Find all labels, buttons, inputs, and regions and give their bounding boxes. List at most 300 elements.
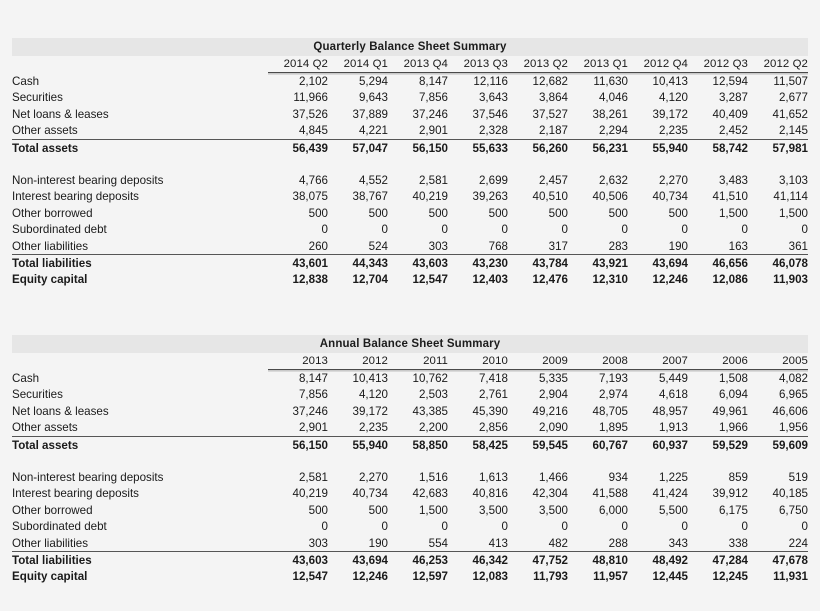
quarterly-cell: 4,845 (298, 124, 328, 138)
annual-cell: 43,385 (412, 404, 448, 418)
annual-row-label: Non-interest bearing deposits (12, 471, 164, 485)
quarterly-cell: 4,120 (658, 91, 688, 105)
quarterly-cell: 0 (621, 223, 628, 237)
annual-cell: 48,957 (652, 404, 688, 418)
quarterly-cell: 2,699 (478, 174, 508, 188)
annual-cell: 12,597 (412, 570, 448, 584)
annual-cell: 2,901 (298, 421, 328, 435)
quarterly-cell: 3,483 (718, 174, 748, 188)
quarterly-cell: 55,940 (628, 139, 688, 156)
annual-table-row (12, 486, 808, 502)
annual-row-label: Securities (12, 388, 63, 402)
quarterly-column-header-5: 2013 Q1 (568, 56, 628, 73)
quarterly-cell (688, 156, 748, 172)
annual-cell: 12,246 (352, 570, 388, 584)
quarterly-cell: 10,413 (652, 75, 688, 89)
annual-cell: 45,390 (472, 404, 508, 418)
quarterly-cell (628, 156, 688, 172)
annual-cell: 224 (788, 536, 808, 550)
annual-cell: 43,603 (268, 552, 328, 569)
annual-cell (628, 453, 688, 469)
quarterly-cell: 2,145 (778, 124, 808, 138)
quarterly-cell: 500 (668, 206, 688, 220)
quarterly-cell: 0 (501, 223, 508, 237)
quarterly-cell: 57,981 (748, 139, 808, 156)
annual-table-row (12, 519, 808, 535)
annual-row-label: Equity capital (12, 570, 88, 584)
annual-cell: 343 (668, 536, 688, 550)
annual-cell (688, 453, 748, 469)
quarterly-cell (508, 156, 568, 172)
quarterly-cell: 4,766 (298, 174, 328, 188)
quarterly-cell: 56,439 (268, 139, 328, 156)
quarterly-spacer-row (12, 156, 808, 172)
annual-column-header-5: 2008 (568, 353, 628, 370)
annual-cell: 934 (608, 471, 628, 485)
quarterly-cell: 2,328 (478, 124, 508, 138)
quarterly-row-label: Other borrowed (12, 206, 93, 220)
quarterly-cell: 38,767 (352, 190, 388, 204)
annual-cell: 1,895 (598, 421, 628, 435)
quarterly-cell (568, 156, 628, 172)
annual-row-label: Subordinated debt (12, 520, 107, 534)
quarterly-cell: 283 (608, 239, 628, 253)
annual-cell: 8,147 (298, 372, 328, 386)
quarterly-cell: 57,047 (328, 139, 388, 156)
quarterly-cell: 2,901 (418, 124, 448, 138)
quarterly-column-header-0: 2014 Q2 (268, 56, 328, 73)
quarterly-cell: 190 (668, 239, 688, 253)
annual-cell (508, 453, 568, 469)
quarterly-cell: 12,246 (652, 273, 688, 287)
quarterly-row-label: Net loans & leases (12, 107, 109, 121)
annual-column-header-3: 2010 (448, 353, 508, 370)
quarterly-total-row (12, 139, 808, 156)
annual-table-body (12, 370, 808, 585)
quarterly-table-row (12, 205, 808, 221)
annual-row-label: Net loans & leases (12, 404, 109, 418)
quarterly-cell: 41,510 (712, 190, 748, 204)
quarterly-cell: 37,546 (472, 107, 508, 121)
quarterly-table-header (12, 56, 808, 73)
quarterly-cell: 40,510 (532, 190, 568, 204)
annual-cell: 40,734 (352, 487, 388, 501)
annual-cell: 190 (368, 536, 388, 550)
annual-cell: 1,613 (478, 471, 508, 485)
annual-cell: 7,856 (298, 388, 328, 402)
quarterly-cell: 37,527 (532, 107, 568, 121)
quarterly-cell: 0 (801, 223, 808, 237)
annual-cell: 500 (368, 503, 388, 517)
annual-row-label: Total assets (12, 436, 268, 453)
annual-cell: 11,931 (773, 570, 808, 584)
annual-cell: 12,445 (652, 570, 688, 584)
annual-cell: 48,492 (628, 552, 688, 569)
annual-cell: 60,767 (568, 436, 628, 453)
quarterly-cell: 37,246 (412, 107, 448, 121)
annual-row-label: Cash (12, 371, 40, 385)
annual-cell: 59,609 (748, 436, 808, 453)
annual-cell: 6,965 (778, 388, 808, 402)
quarterly-cell (268, 156, 328, 172)
quarterly-cell: 12,704 (352, 273, 388, 287)
annual-cell: 1,966 (718, 421, 748, 435)
annual-cell: 11,957 (593, 570, 628, 584)
annual-cell: 40,185 (772, 487, 808, 501)
annual-table-row (12, 502, 808, 518)
annual-cell: 56,150 (268, 436, 328, 453)
annual-cell: 59,529 (688, 436, 748, 453)
quarterly-cell: 4,046 (598, 91, 628, 105)
quarterly-cell: 46,656 (688, 255, 748, 272)
annual-balance-sheet-table-block (12, 335, 808, 585)
quarterly-column-header-2: 2013 Q4 (388, 56, 448, 73)
annual-cell (268, 453, 328, 469)
annual-cell: 0 (621, 520, 628, 534)
quarterly-cell: 2,294 (598, 124, 628, 138)
annual-cell: 6,750 (778, 503, 808, 517)
annual-cell: 4,082 (778, 372, 808, 386)
annual-cell: 10,413 (352, 372, 388, 386)
quarterly-cell: 12,476 (532, 273, 568, 287)
quarterly-balance-sheet-table (12, 56, 808, 288)
quarterly-cell (448, 156, 508, 172)
quarterly-row-label: Total assets (12, 139, 268, 156)
annual-cell: 303 (308, 536, 328, 550)
annual-table-header (12, 353, 808, 370)
quarterly-cell: 500 (428, 206, 448, 220)
annual-cell: 48,705 (592, 404, 628, 418)
quarterly-cell: 3,643 (478, 91, 508, 105)
annual-table-row (12, 403, 808, 419)
annual-cell: 1,913 (658, 421, 688, 435)
annual-row-label (12, 453, 268, 469)
quarterly-summary-row (12, 272, 808, 288)
annual-cell: 2,974 (598, 388, 628, 402)
annual-table-row (12, 420, 808, 437)
annual-cell: 11,793 (533, 570, 568, 584)
annual-cell: 6,000 (598, 503, 628, 517)
quarterly-cell: 1,500 (778, 206, 808, 220)
annual-table-row (12, 469, 808, 485)
annual-row-label: Other assets (12, 421, 78, 435)
quarterly-cell: 0 (741, 223, 748, 237)
annual-row-label: Other liabilities (12, 536, 89, 550)
annual-cell (388, 453, 448, 469)
quarterly-cell: 38,261 (592, 107, 628, 121)
annual-cell: 2,904 (538, 388, 568, 402)
quarterly-cell: 46,078 (748, 255, 808, 272)
annual-column-header-0: 2013 (268, 353, 328, 370)
annual-cell: 10,762 (412, 372, 448, 386)
quarterly-cell: 58,742 (688, 139, 748, 156)
annual-cell: 12,245 (712, 570, 748, 584)
quarterly-cell: 56,150 (388, 139, 448, 156)
quarterly-cell: 44,343 (328, 255, 388, 272)
annual-cell: 46,606 (772, 404, 808, 418)
quarterly-cell: 12,403 (472, 273, 508, 287)
annual-cell: 46,253 (388, 552, 448, 569)
quarterly-cell: 12,116 (473, 75, 508, 89)
quarterly-label-column-header (12, 56, 268, 73)
quarterly-cell: 4,221 (358, 124, 388, 138)
quarterly-cell: 2,632 (598, 174, 628, 188)
quarterly-cell: 2,677 (778, 91, 808, 105)
quarterly-cell: 2,457 (538, 174, 568, 188)
annual-cell: 1,516 (418, 471, 448, 485)
annual-cell: 60,937 (628, 436, 688, 453)
quarterly-row-label: Equity capital (12, 273, 88, 287)
quarterly-row-label: Total liabilities (12, 255, 268, 272)
quarterly-cell: 0 (441, 223, 448, 237)
annual-cell: 47,678 (748, 552, 808, 569)
quarterly-cell: 3,103 (778, 174, 808, 188)
quarterly-cell: 43,601 (268, 255, 328, 272)
quarterly-table-row (12, 222, 808, 238)
quarterly-cell: 500 (608, 206, 628, 220)
annual-cell: 1,500 (418, 503, 448, 517)
quarterly-table-row (12, 90, 808, 106)
quarterly-cell: 38,075 (292, 190, 328, 204)
quarterly-cell: 2,452 (718, 124, 748, 138)
quarterly-cell (748, 156, 808, 172)
quarterly-cell: 7,856 (418, 91, 448, 105)
quarterly-row-label (12, 156, 268, 172)
annual-column-header-2: 2011 (388, 353, 448, 370)
quarterly-cell: 0 (381, 223, 388, 237)
quarterly-cell: 5,294 (358, 75, 388, 89)
quarterly-cell (328, 156, 388, 172)
annual-cell: 43,694 (328, 552, 388, 569)
quarterly-header-row (12, 56, 808, 73)
quarterly-cell: 500 (548, 206, 568, 220)
annual-cell: 47,752 (508, 552, 568, 569)
quarterly-table-body (12, 73, 808, 288)
annual-column-header-8: 2005 (748, 353, 808, 370)
annual-cell: 1,508 (718, 372, 748, 386)
annual-cell: 413 (488, 536, 508, 550)
annual-cell: 58,425 (448, 436, 508, 453)
annual-column-header-6: 2007 (628, 353, 688, 370)
annual-cell: 4,618 (658, 388, 688, 402)
quarterly-cell: 40,219 (412, 190, 448, 204)
quarterly-table-row (12, 73, 808, 90)
quarterly-cell: 11,507 (773, 75, 808, 89)
annual-cell: 5,449 (658, 372, 688, 386)
quarterly-table-row (12, 106, 808, 122)
quarterly-row-label: Other assets (12, 124, 78, 138)
annual-column-header-7: 2006 (688, 353, 748, 370)
quarterly-cell (388, 156, 448, 172)
quarterly-total-row (12, 255, 808, 272)
annual-cell: 0 (501, 520, 508, 534)
quarterly-cell: 4,552 (358, 174, 388, 188)
annual-cell: 7,193 (598, 372, 628, 386)
annual-cell: 0 (441, 520, 448, 534)
quarterly-row-label: Subordinated debt (12, 223, 107, 237)
quarterly-cell: 3,864 (538, 91, 568, 105)
annual-cell: 39,912 (712, 487, 748, 501)
annual-cell: 0 (381, 520, 388, 534)
annual-cell: 482 (548, 536, 568, 550)
quarterly-column-header-6: 2012 Q4 (628, 56, 688, 73)
quarterly-cell: 317 (548, 239, 568, 253)
annual-cell: 49,216 (532, 404, 568, 418)
quarterly-cell: 12,310 (592, 273, 628, 287)
quarterly-row-label: Interest bearing deposits (12, 190, 139, 204)
quarterly-column-header-1: 2014 Q1 (328, 56, 388, 73)
annual-total-row (12, 436, 808, 453)
quarterly-cell: 56,260 (508, 139, 568, 156)
quarterly-cell: 260 (308, 239, 328, 253)
annual-cell: 2,856 (478, 421, 508, 435)
annual-cell: 12,547 (292, 570, 328, 584)
annual-cell: 41,588 (592, 487, 628, 501)
quarterly-table-row (12, 189, 808, 205)
annual-cell: 4,120 (358, 388, 388, 402)
annual-cell: 55,940 (328, 436, 388, 453)
annual-cell: 288 (608, 536, 628, 550)
annual-cell: 40,219 (292, 487, 328, 501)
annual-cell: 42,683 (412, 487, 448, 501)
quarterly-row-label: Securities (12, 91, 63, 105)
quarterly-table-row (12, 172, 808, 188)
quarterly-balance-sheet-table-block (12, 38, 808, 288)
quarterly-cell: 163 (728, 239, 748, 253)
annual-cell (448, 453, 508, 469)
quarterly-row-label: Non-interest bearing deposits (12, 174, 164, 188)
annual-row-label: Interest bearing deposits (12, 487, 139, 501)
annual-cell: 48,810 (568, 552, 628, 569)
quarterly-cell: 1,500 (718, 206, 748, 220)
quarterly-cell: 12,682 (532, 75, 568, 89)
quarterly-cell: 0 (561, 223, 568, 237)
annual-cell: 2,235 (358, 421, 388, 435)
annual-cell: 3,500 (478, 503, 508, 517)
quarterly-cell: 37,889 (352, 107, 388, 121)
annual-cell: 47,284 (688, 552, 748, 569)
quarterly-column-header-4: 2013 Q2 (508, 56, 568, 73)
quarterly-row-label: Other liabilities (12, 239, 89, 253)
quarterly-column-header-8: 2012 Q2 (748, 56, 808, 73)
annual-cell (748, 453, 808, 469)
quarterly-cell: 37,526 (292, 107, 328, 121)
quarterly-cell: 0 (321, 223, 328, 237)
annual-cell: 6,175 (718, 503, 748, 517)
annual-cell: 46,342 (448, 552, 508, 569)
annual-cell: 1,466 (538, 471, 568, 485)
quarterly-row-label: Cash (12, 74, 40, 88)
quarterly-table-row (12, 238, 808, 255)
quarterly-cell: 2,581 (418, 174, 448, 188)
quarterly-cell: 303 (428, 239, 448, 253)
annual-summary-row (12, 569, 808, 585)
quarterly-cell: 56,231 (568, 139, 628, 156)
quarterly-cell: 9,643 (358, 91, 388, 105)
annual-cell: 2,270 (358, 471, 388, 485)
annual-header-row (12, 353, 808, 370)
annual-cell: 859 (728, 471, 748, 485)
annual-row-label: Total liabilities (12, 552, 268, 569)
annual-table-title: Annual Balance Sheet Summary (12, 335, 808, 353)
annual-cell: 0 (321, 520, 328, 534)
annual-column-header-4: 2009 (508, 353, 568, 370)
quarterly-cell: 8,147 (418, 75, 448, 89)
annual-cell: 6,094 (718, 388, 748, 402)
quarterly-table-row (12, 123, 808, 140)
annual-column-header-1: 2012 (328, 353, 388, 370)
quarterly-column-header-3: 2013 Q3 (448, 56, 508, 73)
quarterly-cell: 12,086 (712, 273, 748, 287)
annual-cell: 49,961 (712, 404, 748, 418)
annual-cell: 59,545 (508, 436, 568, 453)
annual-cell: 2,581 (298, 471, 328, 485)
annual-cell: 39,172 (352, 404, 388, 418)
quarterly-cell: 43,921 (568, 255, 628, 272)
quarterly-cell: 41,652 (772, 107, 808, 121)
annual-cell: 0 (681, 520, 688, 534)
quarterly-cell: 11,966 (293, 91, 328, 105)
quarterly-column-header-7: 2012 Q3 (688, 56, 748, 73)
quarterly-cell: 11,903 (773, 273, 808, 287)
quarterly-cell: 39,172 (652, 107, 688, 121)
annual-cell: 500 (308, 503, 328, 517)
annual-table-row (12, 535, 808, 552)
annual-cell: 338 (728, 536, 748, 550)
annual-cell: 2,090 (538, 421, 568, 435)
annual-cell (568, 453, 628, 469)
quarterly-cell: 12,838 (292, 273, 328, 287)
annual-cell: 0 (561, 520, 568, 534)
quarterly-cell: 500 (308, 206, 328, 220)
quarterly-cell: 39,263 (472, 190, 508, 204)
annual-cell: 2,200 (418, 421, 448, 435)
quarterly-cell: 43,230 (448, 255, 508, 272)
quarterly-cell: 3,287 (718, 91, 748, 105)
annual-cell: 5,500 (658, 503, 688, 517)
quarterly-cell: 12,594 (712, 75, 748, 89)
annual-label-column-header (12, 353, 268, 370)
quarterly-cell: 11,630 (593, 75, 628, 89)
quarterly-cell: 2,187 (538, 124, 568, 138)
quarterly-cell: 40,734 (652, 190, 688, 204)
annual-cell: 519 (788, 471, 808, 485)
quarterly-cell: 43,784 (508, 255, 568, 272)
quarterly-cell: 41,114 (773, 190, 808, 204)
annual-cell: 40,816 (472, 487, 508, 501)
annual-total-row (12, 552, 808, 569)
quarterly-cell: 43,603 (388, 255, 448, 272)
quarterly-cell: 40,506 (592, 190, 628, 204)
annual-cell: 2,761 (478, 388, 508, 402)
quarterly-cell: 2,102 (298, 75, 328, 89)
annual-table-row (12, 387, 808, 403)
annual-cell: 12,083 (472, 570, 508, 584)
quarterly-cell: 40,409 (712, 107, 748, 121)
annual-cell (328, 453, 388, 469)
quarterly-cell: 12,547 (412, 273, 448, 287)
annual-cell: 5,335 (538, 372, 568, 386)
annual-row-label: Other borrowed (12, 503, 93, 517)
annual-cell: 1,225 (658, 471, 688, 485)
quarterly-cell: 55,633 (448, 139, 508, 156)
annual-cell: 7,418 (478, 372, 508, 386)
annual-cell: 37,246 (292, 404, 328, 418)
annual-cell: 58,850 (388, 436, 448, 453)
annual-cell: 0 (801, 520, 808, 534)
annual-cell: 3,500 (538, 503, 568, 517)
annual-cell: 2,503 (418, 388, 448, 402)
